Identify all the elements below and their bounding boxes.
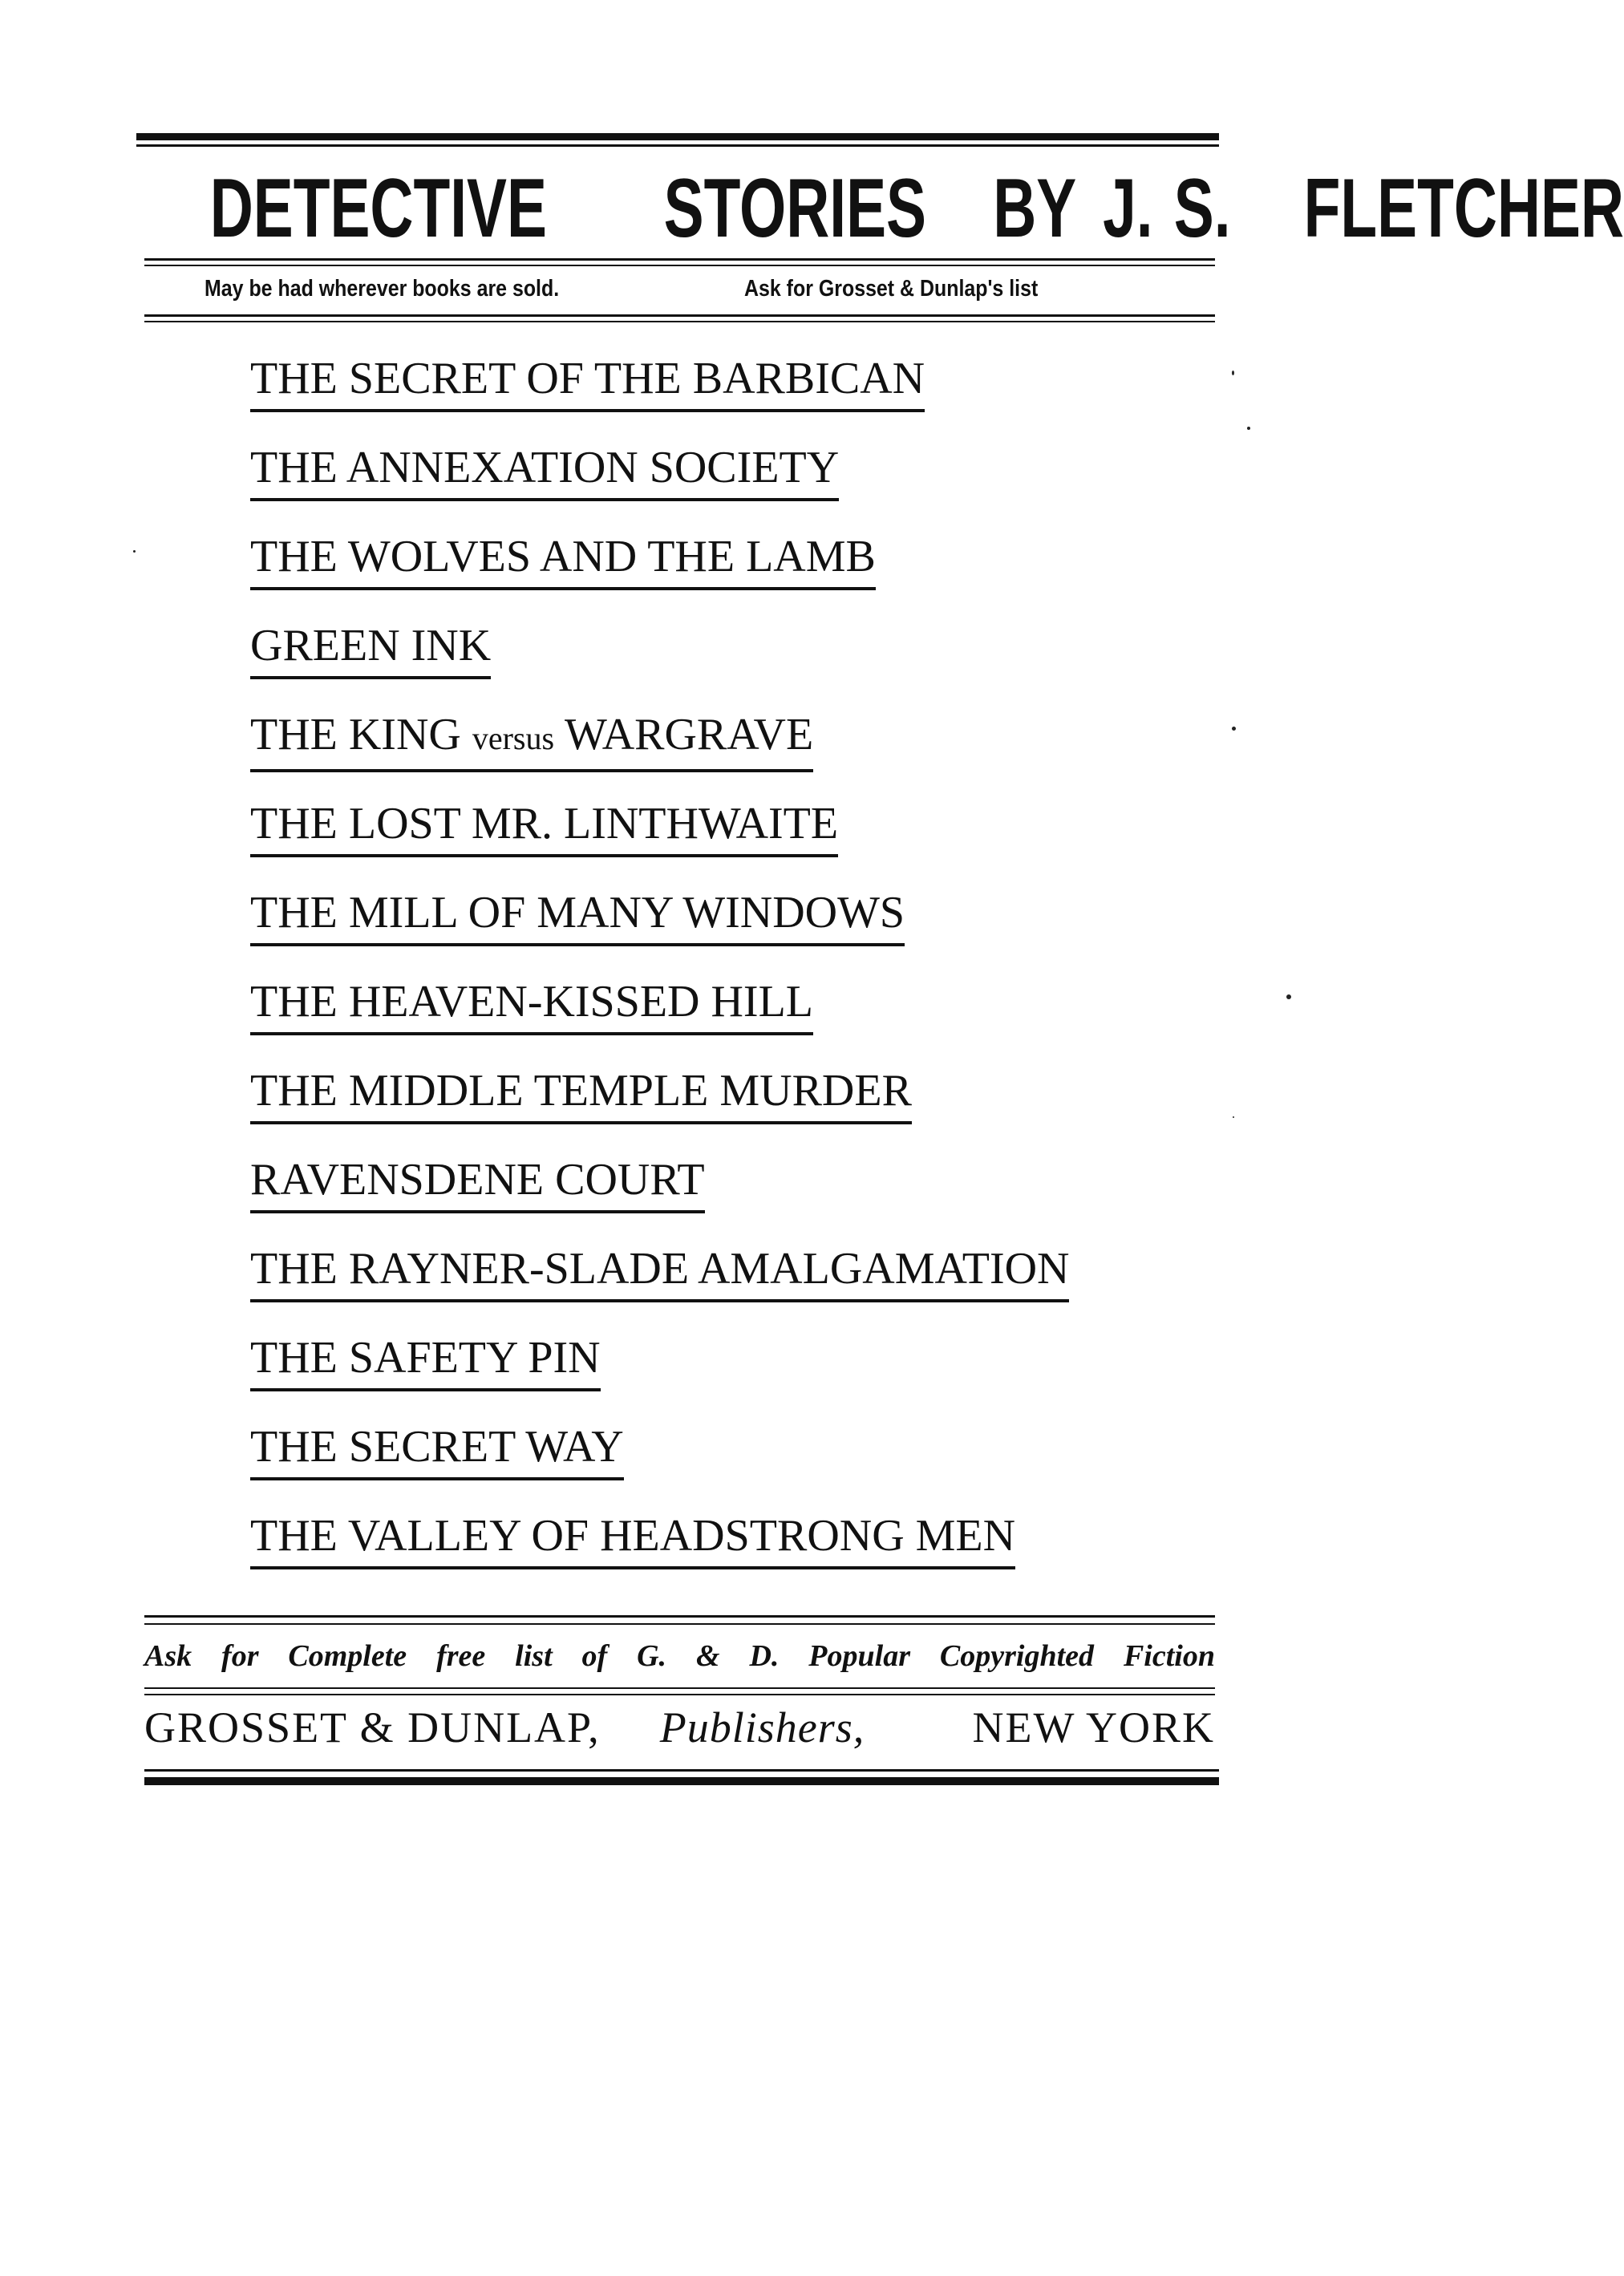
- footer-ask-line: [144, 1636, 1215, 1676]
- book-title: THE VALLEY OF HEADSTRONG MEN: [250, 1510, 1015, 1569]
- publisher-line: [144, 1702, 1215, 1753]
- subtitle-left: May be had wherever books are sold.: [205, 276, 560, 302]
- print-speck: [1232, 371, 1234, 375]
- list-item: [250, 976, 813, 1032]
- list-item: [250, 709, 813, 765]
- footer-ask-word: of: [581, 1639, 608, 1673]
- subtitle-right: Ask for Grosset & Dunlap's list: [744, 276, 1039, 302]
- footer-top-rule: [144, 1615, 1215, 1618]
- book-title-versus: versus: [472, 720, 555, 756]
- list-item: [250, 531, 876, 587]
- list-item: [250, 1065, 912, 1121]
- title-word: S.: [1173, 162, 1231, 255]
- title-word: FLETCHER: [1303, 162, 1624, 255]
- subtitle-top-rule-2: [144, 265, 1215, 266]
- top-thick-rule: [136, 133, 1219, 140]
- list-item: [250, 620, 491, 676]
- book-title: THE LOST MR. LINTHWAITE: [250, 798, 838, 857]
- book-title: RAVENSDENE COURT: [250, 1154, 705, 1213]
- book-title: THE WOLVES AND THE LAMB: [250, 531, 876, 590]
- title-word: DETECTIVE: [209, 162, 547, 255]
- footer-ask-word: D.: [749, 1639, 780, 1673]
- footer-mid-rule: [144, 1687, 1215, 1689]
- footer-ask-word: Fiction: [1123, 1639, 1215, 1673]
- top-thin-rule: [136, 144, 1219, 147]
- footer-ask-word: G.: [637, 1639, 667, 1673]
- book-title: GREEN INK: [250, 620, 491, 679]
- subtitle-bottom-rule-2: [144, 321, 1215, 322]
- subtitle-bottom-rule: [144, 314, 1215, 317]
- list-item: [250, 353, 925, 409]
- print-speck: [1286, 994, 1291, 999]
- book-title-part: WARGRAVE: [565, 710, 814, 759]
- list-item: [250, 1154, 705, 1210]
- footer-top-rule-2: [144, 1623, 1215, 1625]
- list-item: [250, 442, 839, 498]
- title-word: J.: [1102, 162, 1153, 255]
- book-title: THE HEAVEN-KISSED HILL: [250, 976, 813, 1035]
- publisher-city: NEW YORK: [972, 1703, 1215, 1752]
- list-item: [250, 1332, 601, 1388]
- footer-ask-word: Complete: [288, 1639, 407, 1673]
- print-speck: [1233, 1116, 1234, 1118]
- footer-ask-word: for: [221, 1639, 259, 1673]
- list-item: [250, 798, 838, 854]
- print-speck: [1232, 727, 1236, 731]
- print-speck: [1247, 427, 1250, 430]
- title-word: STORIES: [663, 162, 926, 255]
- list-item: [250, 1510, 1015, 1566]
- bottom-thin-rule: [144, 1769, 1219, 1772]
- footer-ask-word: &: [695, 1639, 720, 1673]
- book-title: THE ANNEXATION SOCIETY: [250, 442, 839, 501]
- print-speck: [133, 550, 136, 553]
- list-item: [250, 887, 905, 943]
- footer-ask-word: Popular: [808, 1639, 910, 1673]
- page-title: [144, 160, 1624, 257]
- subtitle-line: [205, 273, 1151, 305]
- book-title: THE RAYNER-SLADE AMALGAMATION: [250, 1243, 1069, 1302]
- publishers-label: Publishers,: [659, 1703, 865, 1752]
- list-item: [250, 1421, 624, 1477]
- footer-ask-word: free: [436, 1639, 486, 1673]
- book-title: THE SECRET OF THE BARBICAN: [250, 353, 925, 412]
- book-title: [250, 709, 813, 772]
- book-title: THE MILL OF MANY WINDOWS: [250, 887, 905, 946]
- book-title: THE SECRET WAY: [250, 1421, 624, 1480]
- subtitle-top-rule: [144, 258, 1215, 261]
- list-item: [250, 1243, 1069, 1299]
- title-word: BY: [993, 162, 1077, 255]
- book-title: THE SAFETY PIN: [250, 1332, 601, 1391]
- book-title: THE MIDDLE TEMPLE MURDER: [250, 1065, 912, 1124]
- publisher-name: GROSSET & DUNLAP,: [144, 1703, 601, 1752]
- footer-mid-rule-2: [144, 1694, 1215, 1695]
- footer-ask-word: Copyrighted: [939, 1639, 1095, 1673]
- bottom-thick-rule: [144, 1777, 1219, 1785]
- footer-ask-word: Ask: [144, 1639, 192, 1673]
- footer-ask-word: list: [515, 1639, 553, 1673]
- book-title-part: THE KING: [250, 710, 461, 759]
